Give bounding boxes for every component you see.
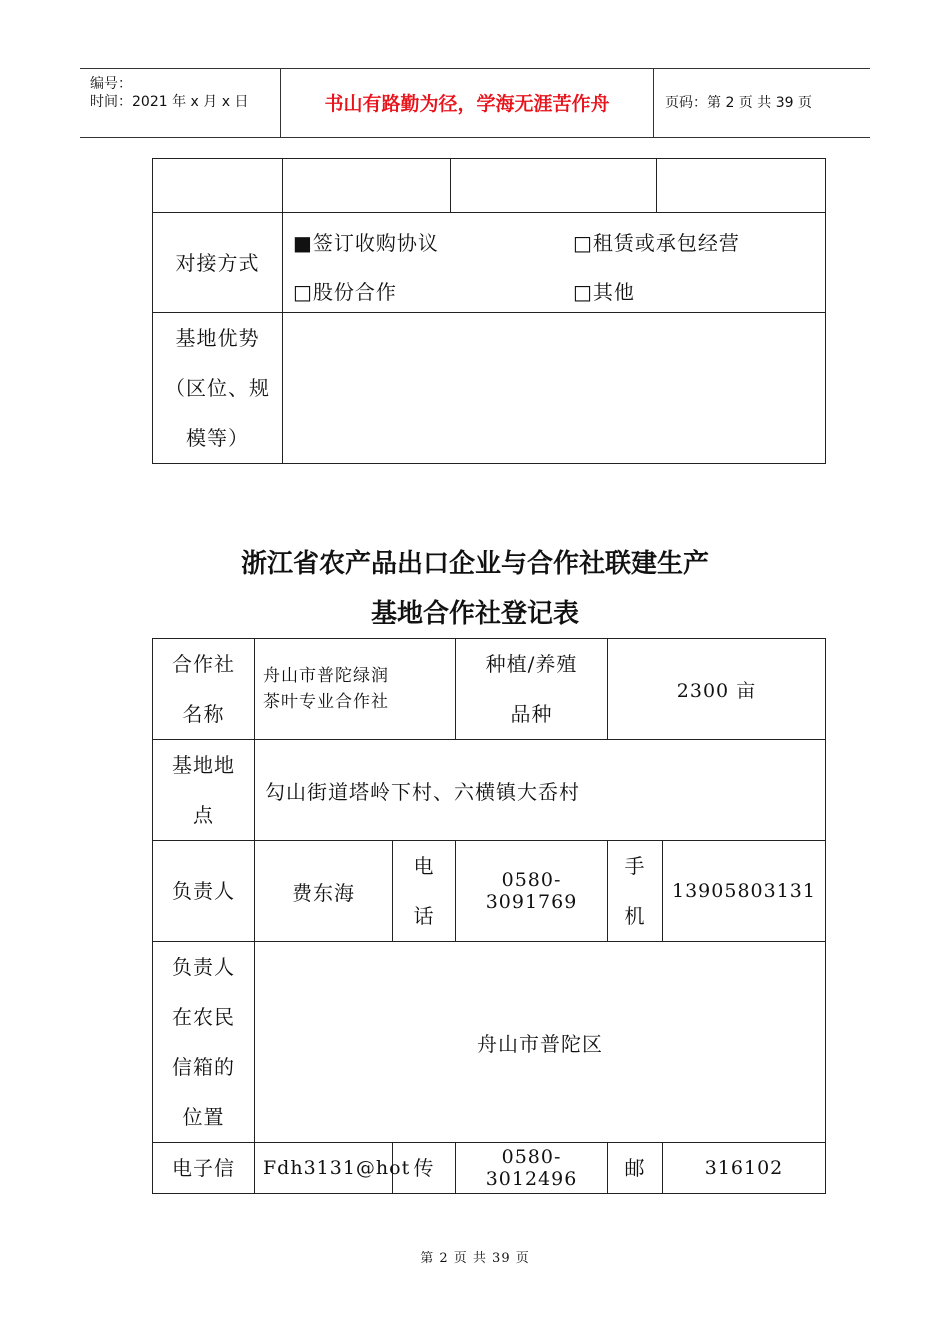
registration-table [152, 638, 826, 1194]
table-row [153, 740, 826, 841]
time-label: 时间：2021 年 x 月 x 日 [90, 94, 249, 110]
advantage-value [283, 313, 826, 464]
option-purchase-agreement [293, 227, 439, 256]
number-label: 编号： [90, 76, 132, 92]
form-title-line1: 浙江省农产品出口企业与合作社联建生产 [240, 549, 709, 579]
mobile-value: 13905803131 [663, 841, 826, 942]
empty-cell [283, 159, 451, 213]
mailbox-label: 负责人 在农民 信箱的 位置 [153, 942, 255, 1143]
checkbox-icon: □ [293, 280, 313, 304]
location-value: 勾山街道塔岭下村、六横镇大岙村 [255, 740, 826, 841]
leader-label: 负责人 [153, 841, 255, 942]
empty-cell [657, 159, 826, 213]
email-value: Fdh3131@hot [255, 1143, 393, 1194]
page-header [80, 68, 870, 138]
docking-table [152, 158, 826, 464]
fax-value: 0580-3012496 [456, 1143, 608, 1194]
table-row [153, 1143, 826, 1194]
coop-name-value: 舟山市普陀绿润 茶叶专业合作社 [255, 639, 456, 740]
option-other [573, 276, 635, 305]
header-divider [653, 69, 654, 137]
checkbox-checked-icon: ■ [293, 231, 313, 255]
option-label: 股份合作 [312, 280, 397, 304]
table-row [153, 639, 826, 740]
table-row [153, 313, 826, 464]
phone-label: 电 话 [393, 841, 456, 942]
header-page-info: 页码：第 2 页 共 39 页 [665, 95, 812, 111]
post-value: 316102 [663, 1143, 826, 1194]
option-label: 租赁或承包经营 [592, 231, 740, 255]
table-row [153, 942, 826, 1143]
location-label: 基地地 点 [153, 740, 255, 841]
phone-value: 0580-3091769 [456, 841, 608, 942]
method-label: 对接方式 [153, 213, 283, 313]
table-row [153, 841, 826, 942]
advantage-label: 基地优势 （区位、规 模等） [153, 313, 283, 464]
table-row [153, 213, 826, 313]
option-label: 签订收购协议 [312, 231, 439, 255]
form-title-line2: 基地合作社登记表 [370, 599, 579, 629]
header-meta [80, 69, 280, 137]
option-label: 其他 [592, 280, 635, 304]
leader-value: 费东海 [255, 841, 393, 942]
method-options [283, 213, 826, 313]
empty-cell [153, 159, 283, 213]
header-motto: 书山有路勤为径，学海无涯苦作舟 [324, 93, 610, 115]
checkbox-icon: □ [573, 231, 593, 255]
table-row [153, 159, 826, 213]
page-footer: 第 2 页 共 39 页 [420, 1251, 530, 1266]
email-label: 电子信 [153, 1143, 255, 1194]
coop-name-label: 合作社 名称 [153, 639, 255, 740]
option-lease [573, 227, 740, 256]
variety-value: 2300 亩 [608, 639, 826, 740]
mobile-label: 手 机 [608, 841, 663, 942]
fax-label: 传 [393, 1143, 456, 1194]
post-label: 邮 [608, 1143, 663, 1194]
checkbox-icon: □ [573, 280, 593, 304]
option-shares [293, 276, 397, 305]
empty-cell [451, 159, 657, 213]
mailbox-value: 舟山市普陀区 [255, 942, 826, 1143]
variety-label: 种植/养殖 品种 [456, 639, 608, 740]
